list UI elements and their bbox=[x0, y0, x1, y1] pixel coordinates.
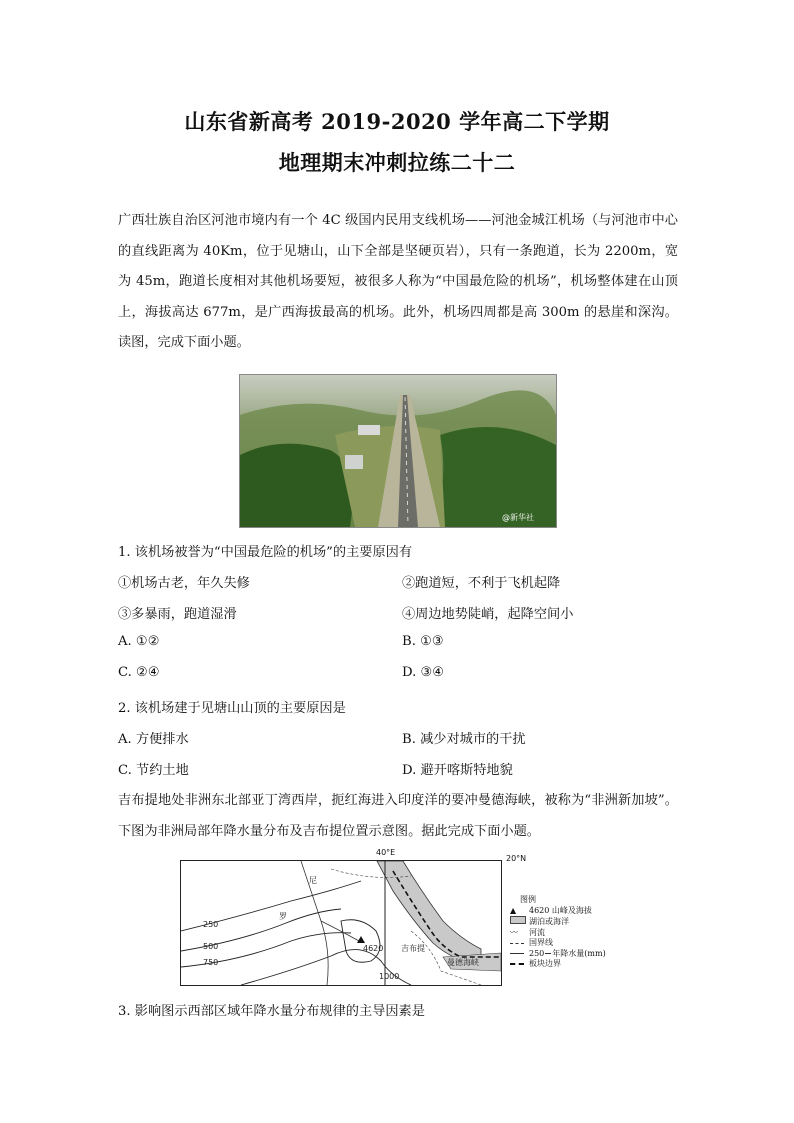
legend-lake: 湖泊或海洋 bbox=[529, 916, 569, 926]
q1-statement-1: ①机场古老，年久失修 bbox=[118, 576, 250, 591]
map-legend bbox=[510, 895, 606, 970]
isohyet-750-label: 750 bbox=[203, 958, 219, 967]
q1-statement-4: ④周边地势陡峭，起降空间小 bbox=[402, 607, 574, 622]
q1-option-c[interactable]: C. ②④ bbox=[118, 665, 160, 680]
q2-option-b[interactable]: B. 减少对城市的干扰 bbox=[402, 732, 526, 747]
river-icon: 〰 bbox=[510, 927, 518, 937]
longitude-label: 40°E bbox=[376, 848, 396, 857]
q1-option-b[interactable]: B. ①③ bbox=[402, 634, 444, 649]
photo-watermark: @新华社 bbox=[502, 513, 534, 522]
isohyet-250-label: 250 bbox=[203, 920, 219, 929]
q2-option-a[interactable]: A. 方便排水 bbox=[118, 732, 189, 747]
latitude-label: 20°N bbox=[506, 854, 527, 863]
q1-statement-3: ③多暴雨，跑道湿滑 bbox=[118, 607, 237, 622]
isohyet-500-label: 500 bbox=[203, 942, 219, 951]
passage-airport: 广西壮族自治区河池市境内有一个 4C 级国内民用支线机场——河池金城江机场（与河池市中心的直线距离为 40Km，位于见塘山，山下全部是坚硬页岩），只有一条跑道，长为 2200m，宽为 45m，跑道长度相对其他机场要短，被很多人称为“中国最危险的机场”，机场整体建在山顶上，海拔高达 677m，是广西海拔最高的机场。此外，机场四周都是高 300m 的悬崖和深沟。读图，完成下面小题。 bbox=[118, 213, 678, 350]
q1-statement-2: ②跑道短，不利于飞机起降 bbox=[402, 576, 561, 591]
q2-stem: 2. 该机场建于见塘山山顶的主要原因是 bbox=[118, 701, 346, 716]
isohyet-1000-label: 1000 bbox=[379, 972, 400, 981]
peak-elevation-label: 4620 bbox=[363, 944, 384, 953]
map-frame bbox=[180, 860, 502, 986]
page-subtitle: 地理期末冲刺拉练二十二 bbox=[278, 150, 516, 175]
strait-label: 曼德海峡 bbox=[447, 958, 479, 967]
legend-isohyet-sample: 250 bbox=[529, 948, 545, 958]
q3-stem: 3. 影响图示西部区域年降水量分布规律的主导因素是 bbox=[118, 1004, 425, 1019]
river-label-2: 罗 bbox=[279, 912, 287, 921]
page-title: 山东省新高考 2019-2020 学年高二下学期 bbox=[184, 109, 610, 134]
q2-option-d[interactable]: D. 避开喀斯特地貌 bbox=[402, 763, 513, 778]
legend-river: 河流 bbox=[529, 927, 545, 937]
djibouti-label: 吉布提 bbox=[401, 944, 425, 953]
river-label-1: 尼 bbox=[309, 876, 317, 885]
legend-plate: 板块边界 bbox=[529, 959, 561, 968]
africa-precipitation-map bbox=[180, 848, 630, 988]
isohyet-icon bbox=[510, 949, 526, 960]
q1-option-d[interactable]: D. ③④ bbox=[402, 665, 445, 680]
lake-icon bbox=[510, 916, 526, 928]
plate-boundary-icon bbox=[510, 959, 526, 970]
passage-djibouti: 吉布提地处非洲东北部亚丁湾西岸，扼红海进入印度洋的要冲曼德海峡，被称为“非洲新加坡”。下图为非洲局部年降水量分布及吉布提位置示意图。据此完成下面小题。 bbox=[118, 793, 678, 839]
q1-stem: 1. 该机场被誉为“中国最危险的机场”的主要原因有 bbox=[118, 545, 413, 560]
airport-aerial-photo bbox=[239, 374, 557, 528]
border-icon bbox=[510, 938, 526, 949]
q1-option-a[interactable]: A. ①② bbox=[118, 634, 160, 649]
airport-photo-image bbox=[240, 375, 556, 527]
legend-peak: 4620 山峰及海拔 bbox=[529, 905, 592, 915]
legend-title: 图例 bbox=[520, 895, 536, 904]
peak-icon: ▲ bbox=[510, 905, 517, 915]
map-drawing bbox=[181, 861, 501, 985]
legend-isohyet: 年降水量(mm) bbox=[552, 948, 606, 958]
q2-option-c[interactable]: C. 节约土地 bbox=[118, 763, 189, 778]
legend-border: 国界线 bbox=[529, 938, 553, 947]
